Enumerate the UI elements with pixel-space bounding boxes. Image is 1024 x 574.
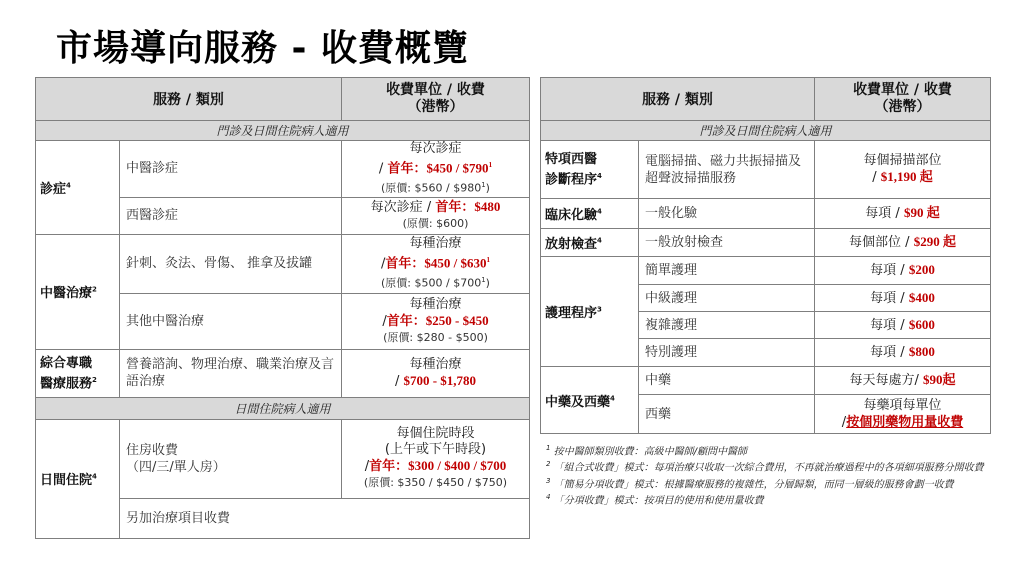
item-radiology: 一般放射檢查 bbox=[639, 229, 815, 257]
header-service-right: 服務 / 類別 bbox=[541, 78, 815, 121]
item-acupuncture: 針刺、灸法、骨傷、 推拿及拔罐 bbox=[120, 234, 342, 293]
item-tcm-consultation: 中醫診症 bbox=[120, 141, 342, 198]
item-lab: 一般化驗 bbox=[639, 199, 815, 229]
section-day-inpatient: 日間住院病人適用 bbox=[36, 397, 530, 419]
section-outpatient-right: 門診及日間住院病人適用 bbox=[541, 121, 991, 141]
item-scan: 電腦掃描、磁力共振掃描及超聲波掃描服務 bbox=[639, 141, 815, 199]
item-nursing-special: 特別護理 bbox=[639, 339, 815, 367]
item-nursing-intermediate: 中級護理 bbox=[639, 285, 815, 312]
right-fee-table bbox=[540, 77, 991, 434]
category-radiology: 放射檢查$^4$ bbox=[541, 229, 639, 257]
category-allied-health: 綜合專職 醫療服務$^2$ bbox=[36, 349, 120, 397]
section-outpatient: 門診及日間住院病人適用 bbox=[36, 121, 530, 141]
category-tcm-treatment: 中醫治療$^2$ bbox=[36, 234, 120, 349]
fee-room-charge: 每個住院時段 (上午或下午時段) /首年：$300 / $400 / $700 (原價: $350 / $450 / $750) bbox=[342, 419, 530, 498]
fee-nursing-simple: 每項 / $200 bbox=[815, 257, 991, 285]
item-chinese-medicine: 中藥 bbox=[639, 367, 815, 395]
fee-lab: 每項 / $90 起 bbox=[815, 199, 991, 229]
item-extra-treatment: 另加治療項目收費 bbox=[120, 498, 530, 538]
header-fee: 收費單位 / 收費 （港幣） bbox=[342, 78, 530, 121]
fee-other-tcm: 每種治療 /首年：$250 - $450 (原價: $280 - $500) bbox=[342, 293, 530, 349]
item-western-medicine: 西藥 bbox=[639, 395, 815, 434]
fee-western-consultation: 每次診症 / 首年：$480 (原價: $600) bbox=[342, 197, 530, 234]
footnote-4: $^4$ 「分項收費」模式：按項目的使用和使用量收費 bbox=[546, 492, 764, 507]
fee-chinese-medicine: 每天每處方/ $90起 bbox=[815, 367, 991, 395]
category-medicine: 中藥及西藥$^4$ bbox=[541, 367, 639, 434]
category-western-diagnostic: 特項西醫 診斷程序$^4$ bbox=[541, 141, 639, 199]
left-fee-table bbox=[35, 77, 530, 539]
item-nursing-simple: 簡單護理 bbox=[639, 257, 815, 285]
footnotes bbox=[546, 442, 986, 507]
footnote-1: $^1$ 按中醫師類別收費：高級中醫師/顧問中醫師 bbox=[546, 444, 748, 458]
footnote-2: $^2$ 「組合式收費」模式：每項治療只收取一次綜合費用，不再就治療過程中的各項細項服務分開收費 bbox=[546, 460, 984, 474]
page-title: 市場導向服務 - 收費概覽 bbox=[56, 28, 470, 69]
category-consultation: 診症$^4$ bbox=[36, 141, 120, 235]
item-room-charge: 住房收費 （四/三/單人房） bbox=[120, 419, 342, 498]
fee-acupuncture: 每種治療 /首年：$450 / $\$630^1$ (原價: $500 / $\$700^1$) bbox=[342, 234, 530, 293]
fee-radiology: 每個部位 / $290 起 bbox=[815, 229, 991, 257]
fee-nursing-special: 每項 / $800 bbox=[815, 339, 991, 367]
category-day-hospital: 日間住院$^4$ bbox=[36, 419, 120, 538]
category-lab: 臨床化驗$^4$ bbox=[541, 199, 639, 229]
category-nursing: 護理程序$^3$ bbox=[541, 257, 639, 367]
fee-western-medicine: 每藥項每單位 /按個別藥物用量收費 bbox=[815, 395, 991, 434]
item-western-consultation: 西醫診症 bbox=[120, 197, 342, 234]
footnote-3: $^3$ 「簡易分項收費」模式：根據醫療服務的複雜性，分層歸類，而同一層級的服務會劃一收費 bbox=[546, 476, 954, 490]
fee-allied-health: 每種治療 / $700 - $1,780 bbox=[342, 349, 530, 397]
fee-nursing-complex: 每項 / $600 bbox=[815, 312, 991, 339]
fee-tcm-consultation: 每次診症 / 首年：$450 / $\$790^1$ (原價: $560 / $\$980^1$) bbox=[342, 141, 530, 198]
header-fee-right: 收費單位 / 收費 （港幣） bbox=[815, 78, 991, 121]
item-allied-health: 營養諮詢、物理治療、職業治療及言語治療 bbox=[120, 349, 342, 397]
header-service: 服務 / 類別 bbox=[36, 78, 342, 121]
item-other-tcm: 其他中醫治療 bbox=[120, 293, 342, 349]
fee-nursing-intermediate: 每項 / $400 bbox=[815, 285, 991, 312]
fee-scan: 每個掃描部位 / $1,190 起 bbox=[815, 141, 991, 199]
item-nursing-complex: 複雜護理 bbox=[639, 312, 815, 339]
